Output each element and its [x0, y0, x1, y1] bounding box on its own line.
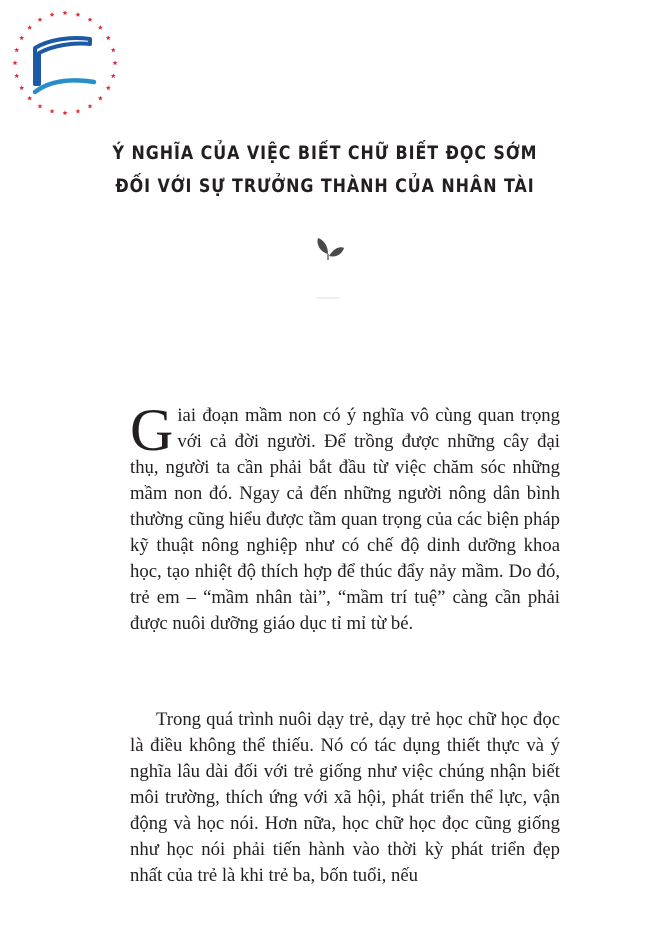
- star-icon: [27, 25, 32, 30]
- star-icon: [75, 12, 80, 17]
- paragraph-1-text: iai đoạn mầm non có ý nghĩa vô cùng quan trọng với cả đời người. Để trồng được những cây đại thụ, người ta cần phải bắt đầu từ việc chăm sóc những mầm non đó. Ngay cả đến những người nông dân bình thường cũng hiểu được tầm quan trọng của các biện pháp kỹ thuật nông nghiệp như có chế độ dinh dưỡng khoa học, tạo nhiệt độ thích hợp để thúc đẩy nảy mầm. Do đó, trẻ em – “mầm nhân tài”, “mầm trí tuệ” càng cần phải được nuôi dưỡng giáo dục tỉ mỉ từ bé.: [130, 405, 560, 634]
- paragraph-2: [130, 707, 560, 889]
- star-icon: [13, 60, 18, 65]
- star-icon: [14, 73, 19, 78]
- star-icon: [111, 73, 116, 78]
- star-icon: [50, 109, 55, 114]
- star-icon: [50, 12, 55, 17]
- star-icon: [106, 35, 111, 40]
- star-icon: [113, 60, 118, 65]
- star-icon: [98, 96, 103, 101]
- star-icon: [106, 85, 111, 90]
- star-icon: [19, 85, 24, 90]
- star-icon: [14, 47, 19, 52]
- star-icon: [88, 17, 93, 22]
- star-icon: [38, 17, 43, 22]
- leaf-sprout-icon: [310, 234, 346, 304]
- star-icon: [111, 47, 116, 52]
- title-line-2: ĐỐI VỚI SỰ TRƯỞNG THÀNH CỦA NHÂN TÀI: [115, 176, 535, 197]
- drop-cap: G: [130, 397, 174, 463]
- star-icon: [98, 25, 103, 30]
- paragraph-2-text: Trong quá trình nuôi dạy trẻ, dạy trẻ học chữ học đọc là điều không thể thiếu. Nó có tác dụng thiết thực và ý nghĩa lâu dài đối với trẻ giống như việc chúng nhận biết môi trường, thích ứng với xã hội, phát triển thể lực, vận động và học nói. Hơn nữa, học chữ học đọc cũng giống như học nói phải tiến hành vào thời kỳ phát triển đẹp nhất của trẻ là khi trẻ ba, bốn tuổi, nếu: [130, 709, 560, 886]
- star-ring: [13, 10, 118, 115]
- star-icon: [63, 10, 68, 15]
- star-icon: [75, 109, 80, 114]
- paragraph-1: [130, 397, 560, 637]
- title-line-1: Ý NGHĨA CỦA VIỆC BIẾT CHỮ BIẾT ĐỌC SỚM: [112, 143, 538, 164]
- star-icon: [63, 110, 68, 115]
- book-icon: [35, 38, 90, 84]
- star-icon: [88, 104, 93, 109]
- wave-icon: [35, 80, 94, 92]
- star-icon: [27, 96, 32, 101]
- star-icon: [38, 104, 43, 109]
- star-icon: [19, 35, 24, 40]
- publisher-logo: [8, 6, 122, 120]
